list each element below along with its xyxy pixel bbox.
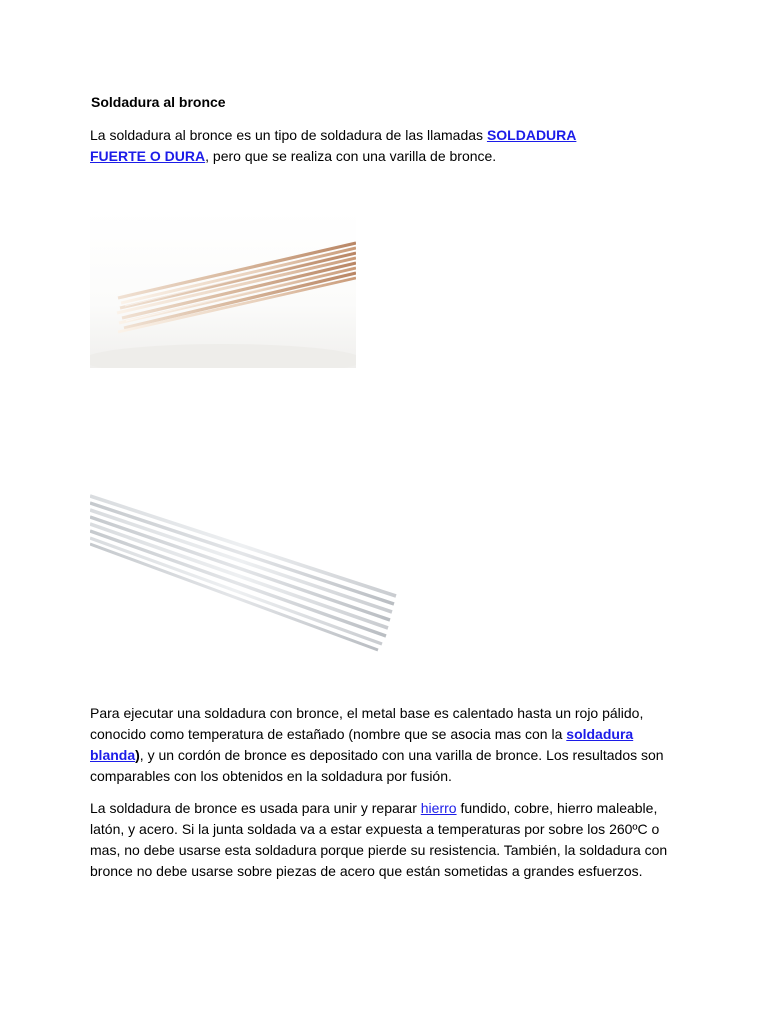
uses-paragraph: [90, 798, 670, 882]
process-paragraph: [90, 703, 670, 787]
process-text-before: Para ejecutar una soldadura con bronce, el metal base es calentado hasta un rojo pálido, conocido como temperatura de estañado (nombre que se asocia mas con la: [90, 705, 644, 742]
close-paren: ): [135, 747, 140, 763]
process-text-after: , y un cordón de bronce es depositado con una varilla de bronce. Los resultados son comparables con los obtenidos en la soldadura por fusión.: [90, 747, 664, 784]
hierro-link[interactable]: hierro: [420, 800, 457, 816]
uses-text-before: La soldadura de bronce es usada para unir y reparar: [90, 800, 421, 816]
soldadura-blanda-link[interactable]: soldadura blanda: [90, 726, 634, 763]
intro-text-after: , pero que se realiza con una varilla de bronce.: [205, 148, 497, 164]
intro-text-before: La soldadura al bronce es un tipo de soldadura de las llamadas: [90, 127, 487, 143]
uses-text-after: fundido, cobre, hierro maleable, latón, y acero. Si la junta soldada va a estar expuesta a temperaturas por sobre los 260ºC o mas, no debe usarse esta soldadura porque pierde su resistencia. También, la soldadura con bronce no debe usarse sobre piezas de acero que están sometidas a grandes esfuerzos.: [90, 800, 668, 879]
bronze-rods-photo: [90, 210, 356, 368]
soldadura-fuerte-link-line2: FUERTE O DURA: [90, 148, 206, 164]
steel-rods-photo: [90, 488, 406, 666]
intro-paragraph: [90, 125, 670, 167]
soldadura-fuerte-link-line1: SOLDADURA: [486, 127, 577, 143]
article-title: Soldadura al bronce: [91, 94, 226, 110]
